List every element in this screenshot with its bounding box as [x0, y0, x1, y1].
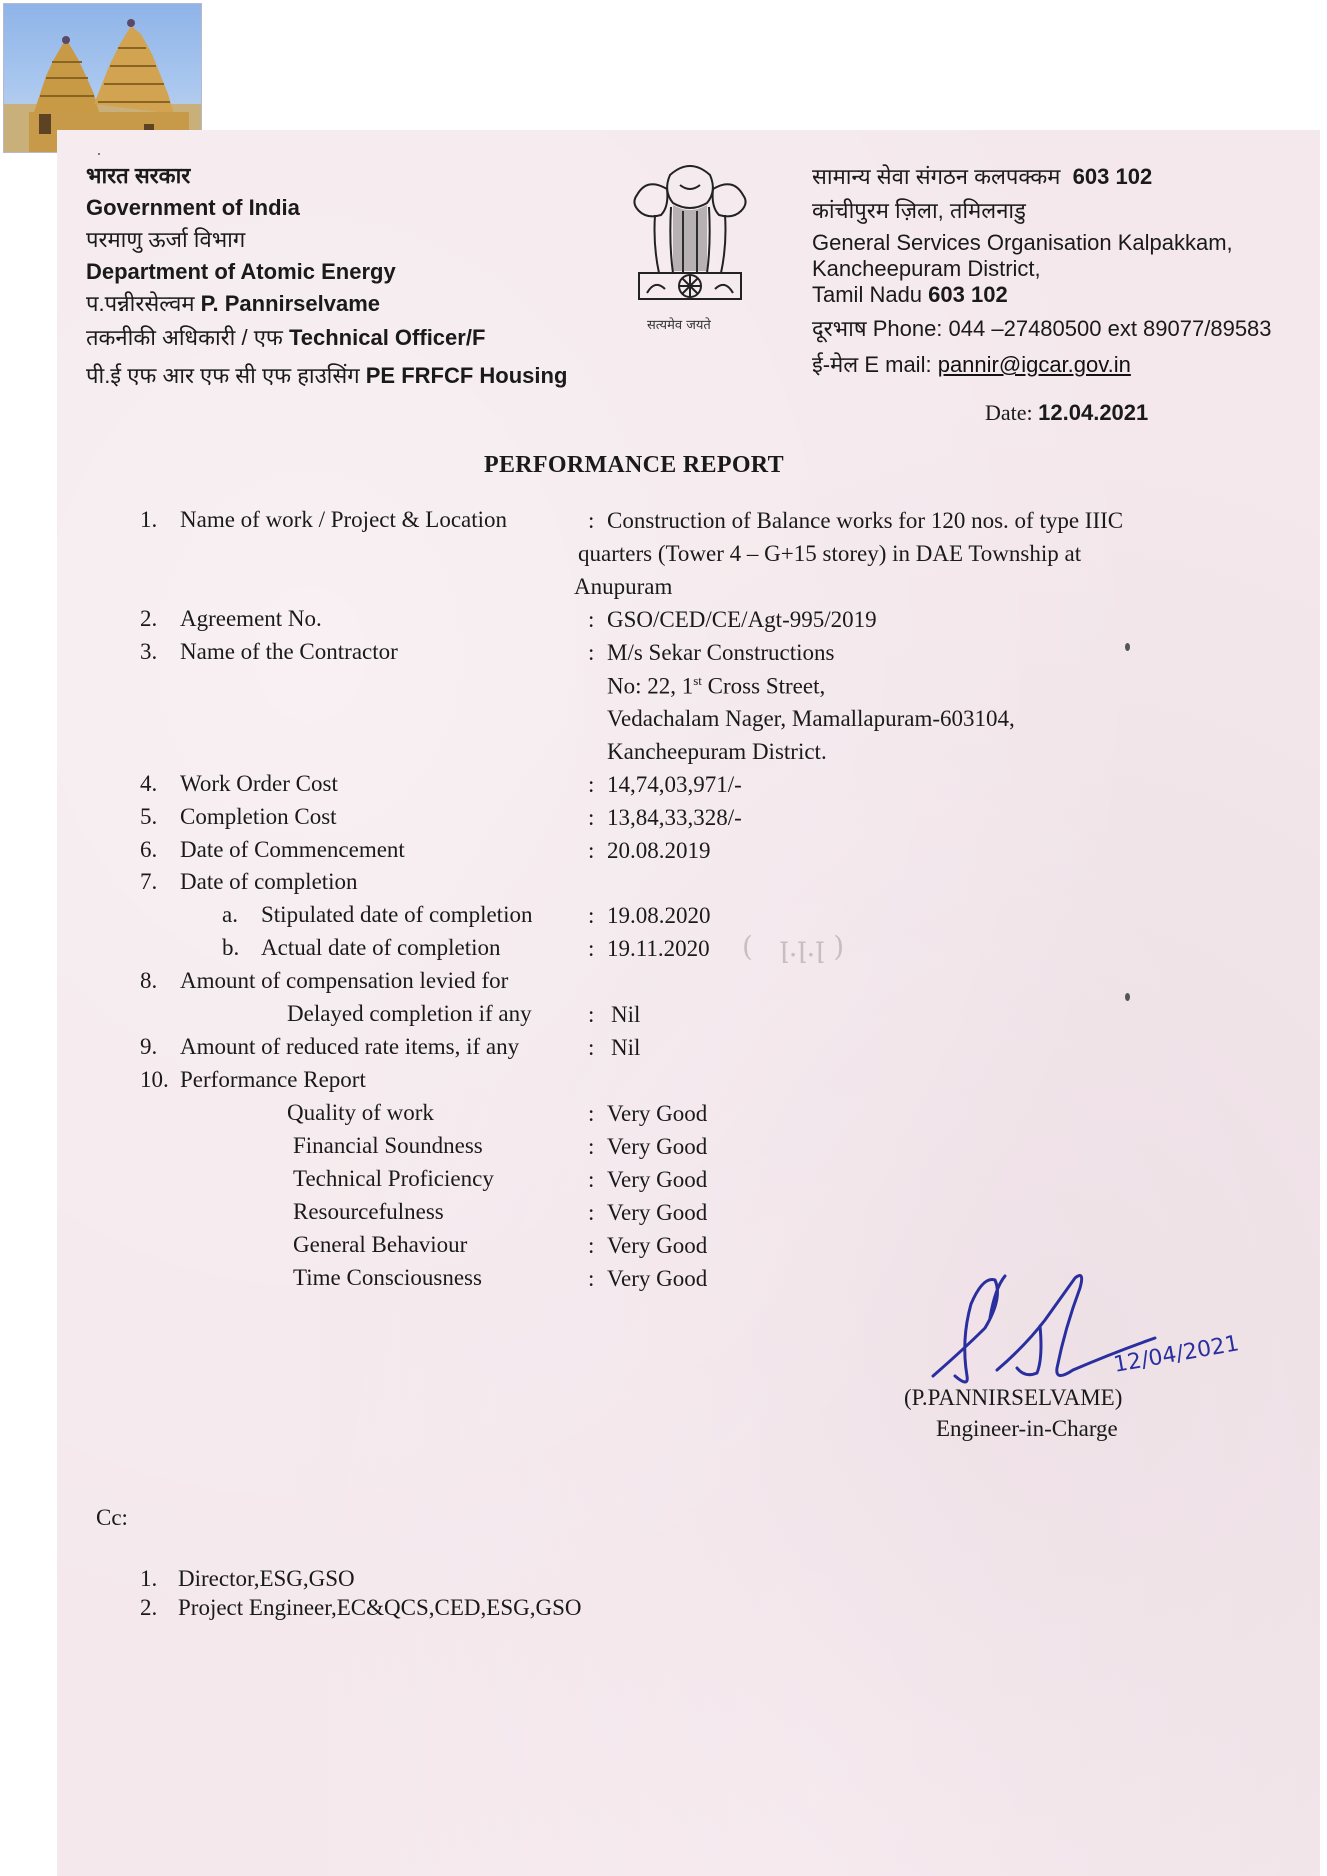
item-6-label: Date of Commencement	[180, 837, 405, 862]
sender-designation	[86, 322, 567, 358]
designation-english: Technical Officer/F	[288, 325, 486, 350]
item-10-num: 10.	[140, 1067, 169, 1092]
rating-colon-resourcefulness: :	[588, 1200, 595, 1225]
item-8-num: 8.	[140, 968, 158, 993]
item-8-value: Nil	[611, 1002, 641, 1027]
item-7a-colon: :	[588, 903, 595, 928]
rating-value-resourcefulness: Very Good	[607, 1200, 708, 1225]
signature-date: 12/04/2021	[1111, 1331, 1241, 1378]
item-5-label: Completion Cost	[180, 804, 337, 829]
phone-label: Phone:	[872, 316, 943, 341]
state-pin: 603 102	[928, 282, 1008, 307]
rating-value-behaviour: Very Good	[607, 1233, 708, 1258]
item-3-value-line-1: M/s Sekar Constructions	[607, 640, 835, 665]
signatory-name: (P.PANNIRSELVAME)	[904, 1385, 1123, 1410]
national-emblem-icon	[625, 155, 755, 317]
item-7a-value: 19.08.2020	[607, 903, 711, 928]
sender-section	[86, 360, 567, 396]
rating-label-financial: Financial Soundness	[293, 1133, 483, 1158]
item-2-colon: :	[588, 607, 595, 632]
state-line	[812, 282, 1272, 308]
org-hindi: सामान्य सेवा संगठन कलपक्कम	[812, 164, 1061, 189]
item-9-value: Nil	[611, 1035, 641, 1060]
item-4-value: 14,74,03,971/-	[607, 772, 742, 797]
ordinal-suffix: st	[693, 673, 702, 688]
item-1-value-line-2: quarters (Tower 4 – G+15 storey) in DAE Township at	[578, 541, 1082, 566]
rating-colon-behaviour: :	[588, 1233, 595, 1258]
item-5-value: 13,84,33,328/-	[607, 805, 742, 830]
rating-colon-quality: :	[588, 1101, 595, 1126]
phone-line	[812, 314, 1272, 344]
item-4-colon: :	[588, 772, 595, 797]
cc-label: Cc:	[96, 1505, 128, 1530]
item-4-label: Work Order Cost	[180, 771, 338, 796]
rating-colon-technical: :	[588, 1167, 595, 1192]
item-7-label: Date of completion	[180, 869, 358, 894]
rating-label-time: Time Consciousness	[293, 1265, 482, 1290]
section-english: PE FRFCF Housing	[365, 363, 568, 388]
designation-hindi: तकनीकी अधिकारी / एफ	[86, 325, 283, 350]
report-title: PERFORMANCE REPORT	[484, 452, 784, 478]
item-2-value: GSO/CED/CE/Agt-995/2019	[607, 607, 877, 632]
rating-value-time: Very Good	[607, 1266, 708, 1291]
phone-value: 044 –27480500 ext 89077/89583	[948, 316, 1272, 341]
item-1-label: Name of work / Project & Location	[180, 507, 508, 532]
rating-value-financial: Very Good	[607, 1134, 708, 1159]
item-8-colon: :	[588, 1002, 595, 1027]
rating-colon-time: :	[588, 1266, 595, 1291]
address-street: Cross Street,	[701, 673, 826, 699]
item-3-value-line-4: Kancheepuram District.	[607, 739, 827, 764]
phone-hindi: दूरभाष	[812, 316, 867, 341]
item-6-colon: :	[588, 838, 595, 863]
item-1-value-line-1: Construction of Balance works for 120 nos. of type IIIC	[607, 508, 1124, 533]
item-9-colon: :	[588, 1035, 595, 1060]
item-3-value-line-2	[607, 673, 825, 700]
item-8-label-line-2: Delayed completion if any	[287, 1001, 532, 1026]
email-label: E mail:	[864, 352, 932, 377]
national-emblem	[625, 155, 755, 335]
cc-item-2-text: Project Engineer,EC&QCS,CED,ESG,GSO	[178, 1595, 582, 1620]
item-1-num: 1.	[140, 507, 158, 532]
rating-label-resourcefulness: Resourcefulness	[293, 1199, 444, 1224]
sender-name-hindi: प.पन्नीरसेल्वम	[86, 291, 195, 316]
cc-item-2-num: 2.	[140, 1595, 158, 1620]
item-1-value-line-3: Anupuram	[574, 574, 673, 599]
cc-item-1-num: 1.	[140, 1566, 158, 1591]
item-6-value: 20.08.2019	[607, 838, 711, 863]
section-hindi: पी.ई एफ आर एफ सी एफ हाउसिंग	[86, 363, 360, 388]
rating-value-technical: Very Good	[607, 1167, 708, 1192]
item-3-label: Name of the Contractor	[180, 639, 398, 664]
org-hindi-line	[812, 162, 1272, 192]
item-8-label: Amount of compensation levied for	[180, 968, 509, 993]
item-9-label: Amount of reduced rate items, if any	[180, 1034, 520, 1059]
emblem-motto: सत्यमेव जयते	[647, 318, 711, 333]
item-7b-value: 19.11.2020	[607, 936, 710, 961]
item-7a-num: a.	[222, 902, 238, 927]
item-4-num: 4.	[140, 771, 158, 796]
email-link[interactable]: pannir@igcar.gov.in	[937, 352, 1131, 377]
item-3-colon: :	[588, 640, 595, 665]
rating-label-quality: Quality of work	[287, 1100, 434, 1125]
rating-colon-financial: :	[588, 1134, 595, 1159]
org-pin: 603 102	[1072, 164, 1153, 189]
dept-english: Department of Atomic Energy	[86, 259, 396, 284]
rating-label-behaviour: General Behaviour	[293, 1232, 468, 1257]
org-english: General Services Organisation Kalpakkam,	[812, 230, 1233, 255]
item-9-num: 9.	[140, 1034, 158, 1059]
rating-value-quality: Very Good	[607, 1101, 708, 1126]
item-1-colon: :	[588, 508, 595, 533]
bleed-through-mark: ( ꞁ.ꞁ.ꞁ )	[742, 930, 845, 963]
date-label: Date:	[985, 400, 1033, 425]
item-7b-colon: :	[588, 936, 595, 961]
item-2-num: 2.	[140, 606, 158, 631]
date-value: 12.04.2021	[1038, 400, 1149, 425]
signature-scribble-icon	[925, 1258, 1241, 1378]
item-7b-label: Actual date of completion	[261, 935, 501, 960]
letter-date	[985, 400, 1148, 426]
sender-block	[86, 160, 567, 396]
item-7a-label: Stipulated date of completion	[261, 902, 533, 927]
sender-name	[86, 288, 567, 320]
item-3-num: 3.	[140, 639, 158, 664]
item-6-num: 6.	[140, 837, 158, 862]
item-7-num: 7.	[140, 869, 158, 894]
office-address-block	[812, 162, 1272, 380]
signatory-role: Engineer-in-Charge	[936, 1416, 1118, 1441]
district-english: Kancheepuram District,	[812, 256, 1041, 281]
item-5-num: 5.	[140, 804, 158, 829]
email-line	[812, 350, 1272, 380]
district-hindi: कांचीपुरम ज़िला, तमिलनाडु	[812, 198, 1026, 223]
item-5-colon: :	[588, 805, 595, 830]
rating-label-technical: Technical Proficiency	[293, 1166, 494, 1191]
sender-name-english: P. Pannirselvame	[200, 291, 381, 316]
cc-item-1-text: Director,ESG,GSO	[178, 1566, 355, 1591]
dept-hindi: परमाणु ऊर्जा विभाग	[86, 227, 246, 252]
signature	[925, 1258, 1241, 1378]
gov-hindi: भारत सरकार	[86, 163, 191, 188]
address-number: No: 22, 1	[607, 673, 694, 699]
state-english: Tamil Nadu	[812, 282, 923, 307]
email-hindi: ई-मेल	[812, 352, 859, 377]
item-10-label: Performance Report	[180, 1067, 366, 1092]
item-3-value-line-3: Vedachalam Nager, Mamallapuram-603104,	[607, 706, 1015, 731]
item-7b-num: b.	[222, 935, 240, 960]
gov-english: Government of India	[86, 195, 300, 220]
item-2-label: Agreement No.	[180, 606, 322, 631]
